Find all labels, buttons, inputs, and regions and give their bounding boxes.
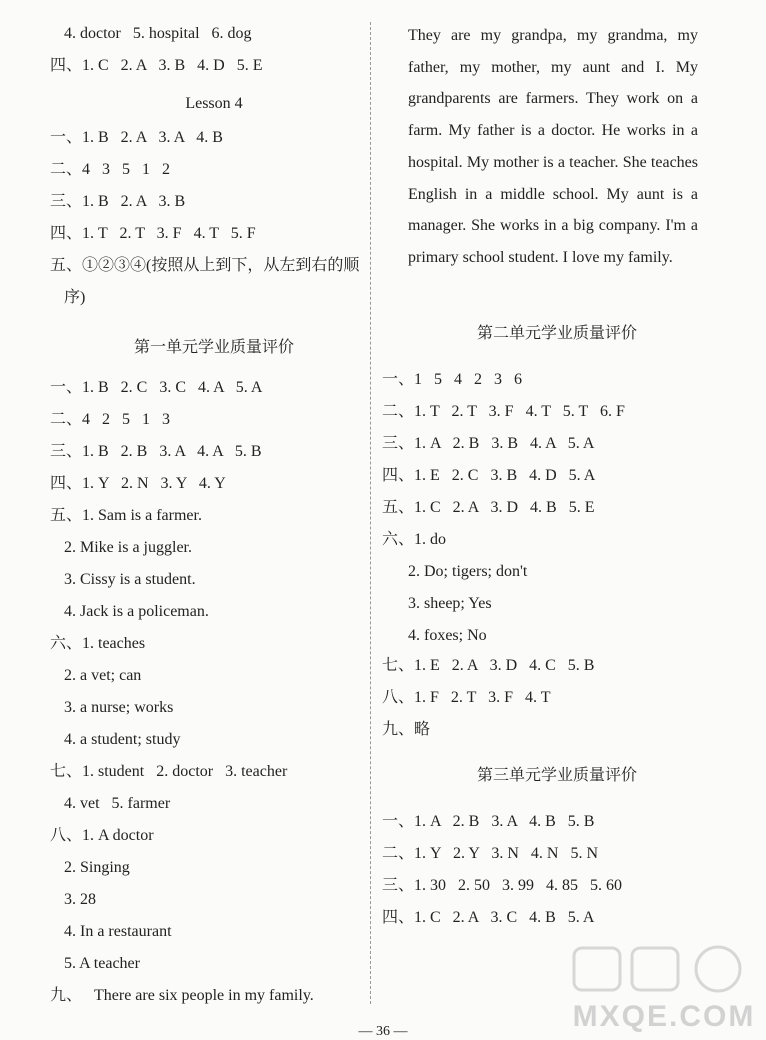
answer-line: 三、1. B 2. A 3. B: [50, 193, 186, 210]
answer-line: 四、1. C 2. A 3. B 4. D 5. E: [50, 57, 263, 74]
answer-line: 一、1 5 4 2 3 6: [382, 371, 523, 388]
answer-line: 3. a nurse; works: [64, 699, 174, 716]
answer-line: 序): [64, 289, 86, 306]
answer-line: 5. A teacher: [64, 955, 140, 972]
answer-line: 四、1. E 2. C 3. B 4. D 5. A: [382, 467, 596, 484]
answer-line: 4. a student; study: [64, 731, 181, 748]
answer-line: 六、1. teaches: [50, 635, 146, 652]
answer-line: 3. Cissy is a student.: [64, 571, 196, 588]
page-number: — 36 —: [358, 1024, 408, 1039]
unit-2-heading: 第二单元学业质量评价: [476, 325, 637, 342]
answer-line: 四、1. T 2. T 3. F 4. T 5. F: [50, 225, 256, 242]
answer-line: 2. Mike is a juggler.: [64, 539, 192, 556]
answer-line: 五、①②③④(按照从上到下，从左到右的顺: [50, 257, 360, 274]
answer-line: 五、1. C 2. A 3. D 4. B 5. E: [382, 499, 595, 516]
answer-line: 四、1. Y 2. N 3. Y 4. Y: [50, 475, 226, 492]
watermark-logo: [560, 940, 760, 1036]
answer-line: 4. Jack is a policeman.: [64, 603, 209, 620]
answer-line: 2. a vet; can: [64, 667, 142, 684]
unit-3-heading: 第三单元学业质量评价: [476, 767, 637, 784]
answer-line: 七、1. E 2. A 3. D 4. C 5. B: [382, 657, 595, 674]
answer-line: 一、1. B 2. A 3. A 4. B: [50, 129, 223, 146]
answer-line: 八、1. F 2. T 3. F 4. T: [382, 689, 551, 706]
answer-line: 3. 28: [64, 891, 96, 908]
answer-line: 4. vet 5. farmer: [64, 795, 171, 812]
answer-line: 九、 There are six people in my family.: [50, 987, 314, 1004]
answer-line: 2. Do; tigers; don't: [408, 563, 528, 580]
unit-1-heading: 第一单元学业质量评价: [133, 339, 294, 356]
family-paragraph: They are my grandpa, my grandma, my father, my mother, my aunt and I. My grandparents are farmers. They work on a farm. My father is a doctor. He works in a hospital. My mother is a teacher. She teaches English in a middle school. My aunt is a manager. She works in a big company. I'm a primary school student. I love my family.: [408, 27, 698, 266]
answer-line: 4. In a restaurant: [64, 923, 172, 940]
answer-line: 二、4 2 5 1 3: [50, 411, 171, 428]
answer-line: 二、4 3 5 1 2: [50, 161, 171, 178]
lesson-4-heading: Lesson 4: [185, 95, 243, 112]
answer-line: 二、1. T 2. T 3. F 4. T 5. T 6. F: [382, 403, 625, 420]
answer-line: 九、略: [382, 721, 431, 738]
answer-line: 五、1. Sam is a farmer.: [50, 507, 202, 524]
answer-line: 六、1. do: [382, 531, 447, 548]
answer-line: 3. sheep; Yes: [408, 595, 492, 612]
answer-line: 四、1. C 2. A 3. C 4. B 5. A: [382, 909, 595, 926]
answer-line: 三、1. A 2. B 3. B 4. A 5. A: [382, 435, 595, 452]
answer-line: 4. doctor 5. hospital 6. dog: [64, 25, 252, 42]
answer-line: 二、1. Y 2. Y 3. N 4. N 5. N: [382, 845, 598, 862]
answer-line: 三、1. 30 2. 50 3. 99 4. 85 5. 60: [382, 877, 623, 894]
answer-line: 八、1. A doctor: [50, 827, 154, 844]
answer-line: 2. Singing: [64, 859, 130, 876]
answer-line: 一、1. B 2. C 3. C 4. A 5. A: [50, 379, 263, 396]
watermark-text: MXQE.COM: [572, 1000, 756, 1033]
answer-line: 三、1. B 2. B 3. A 4. A 5. B: [50, 443, 262, 460]
answer-line: 一、1. A 2. B 3. A 4. B 5. B: [382, 813, 595, 830]
answer-line: 4. foxes; No: [408, 627, 487, 644]
answer-line: 七、1. student 2. doctor 3. teacher: [50, 763, 288, 780]
column-divider: [370, 22, 371, 1004]
